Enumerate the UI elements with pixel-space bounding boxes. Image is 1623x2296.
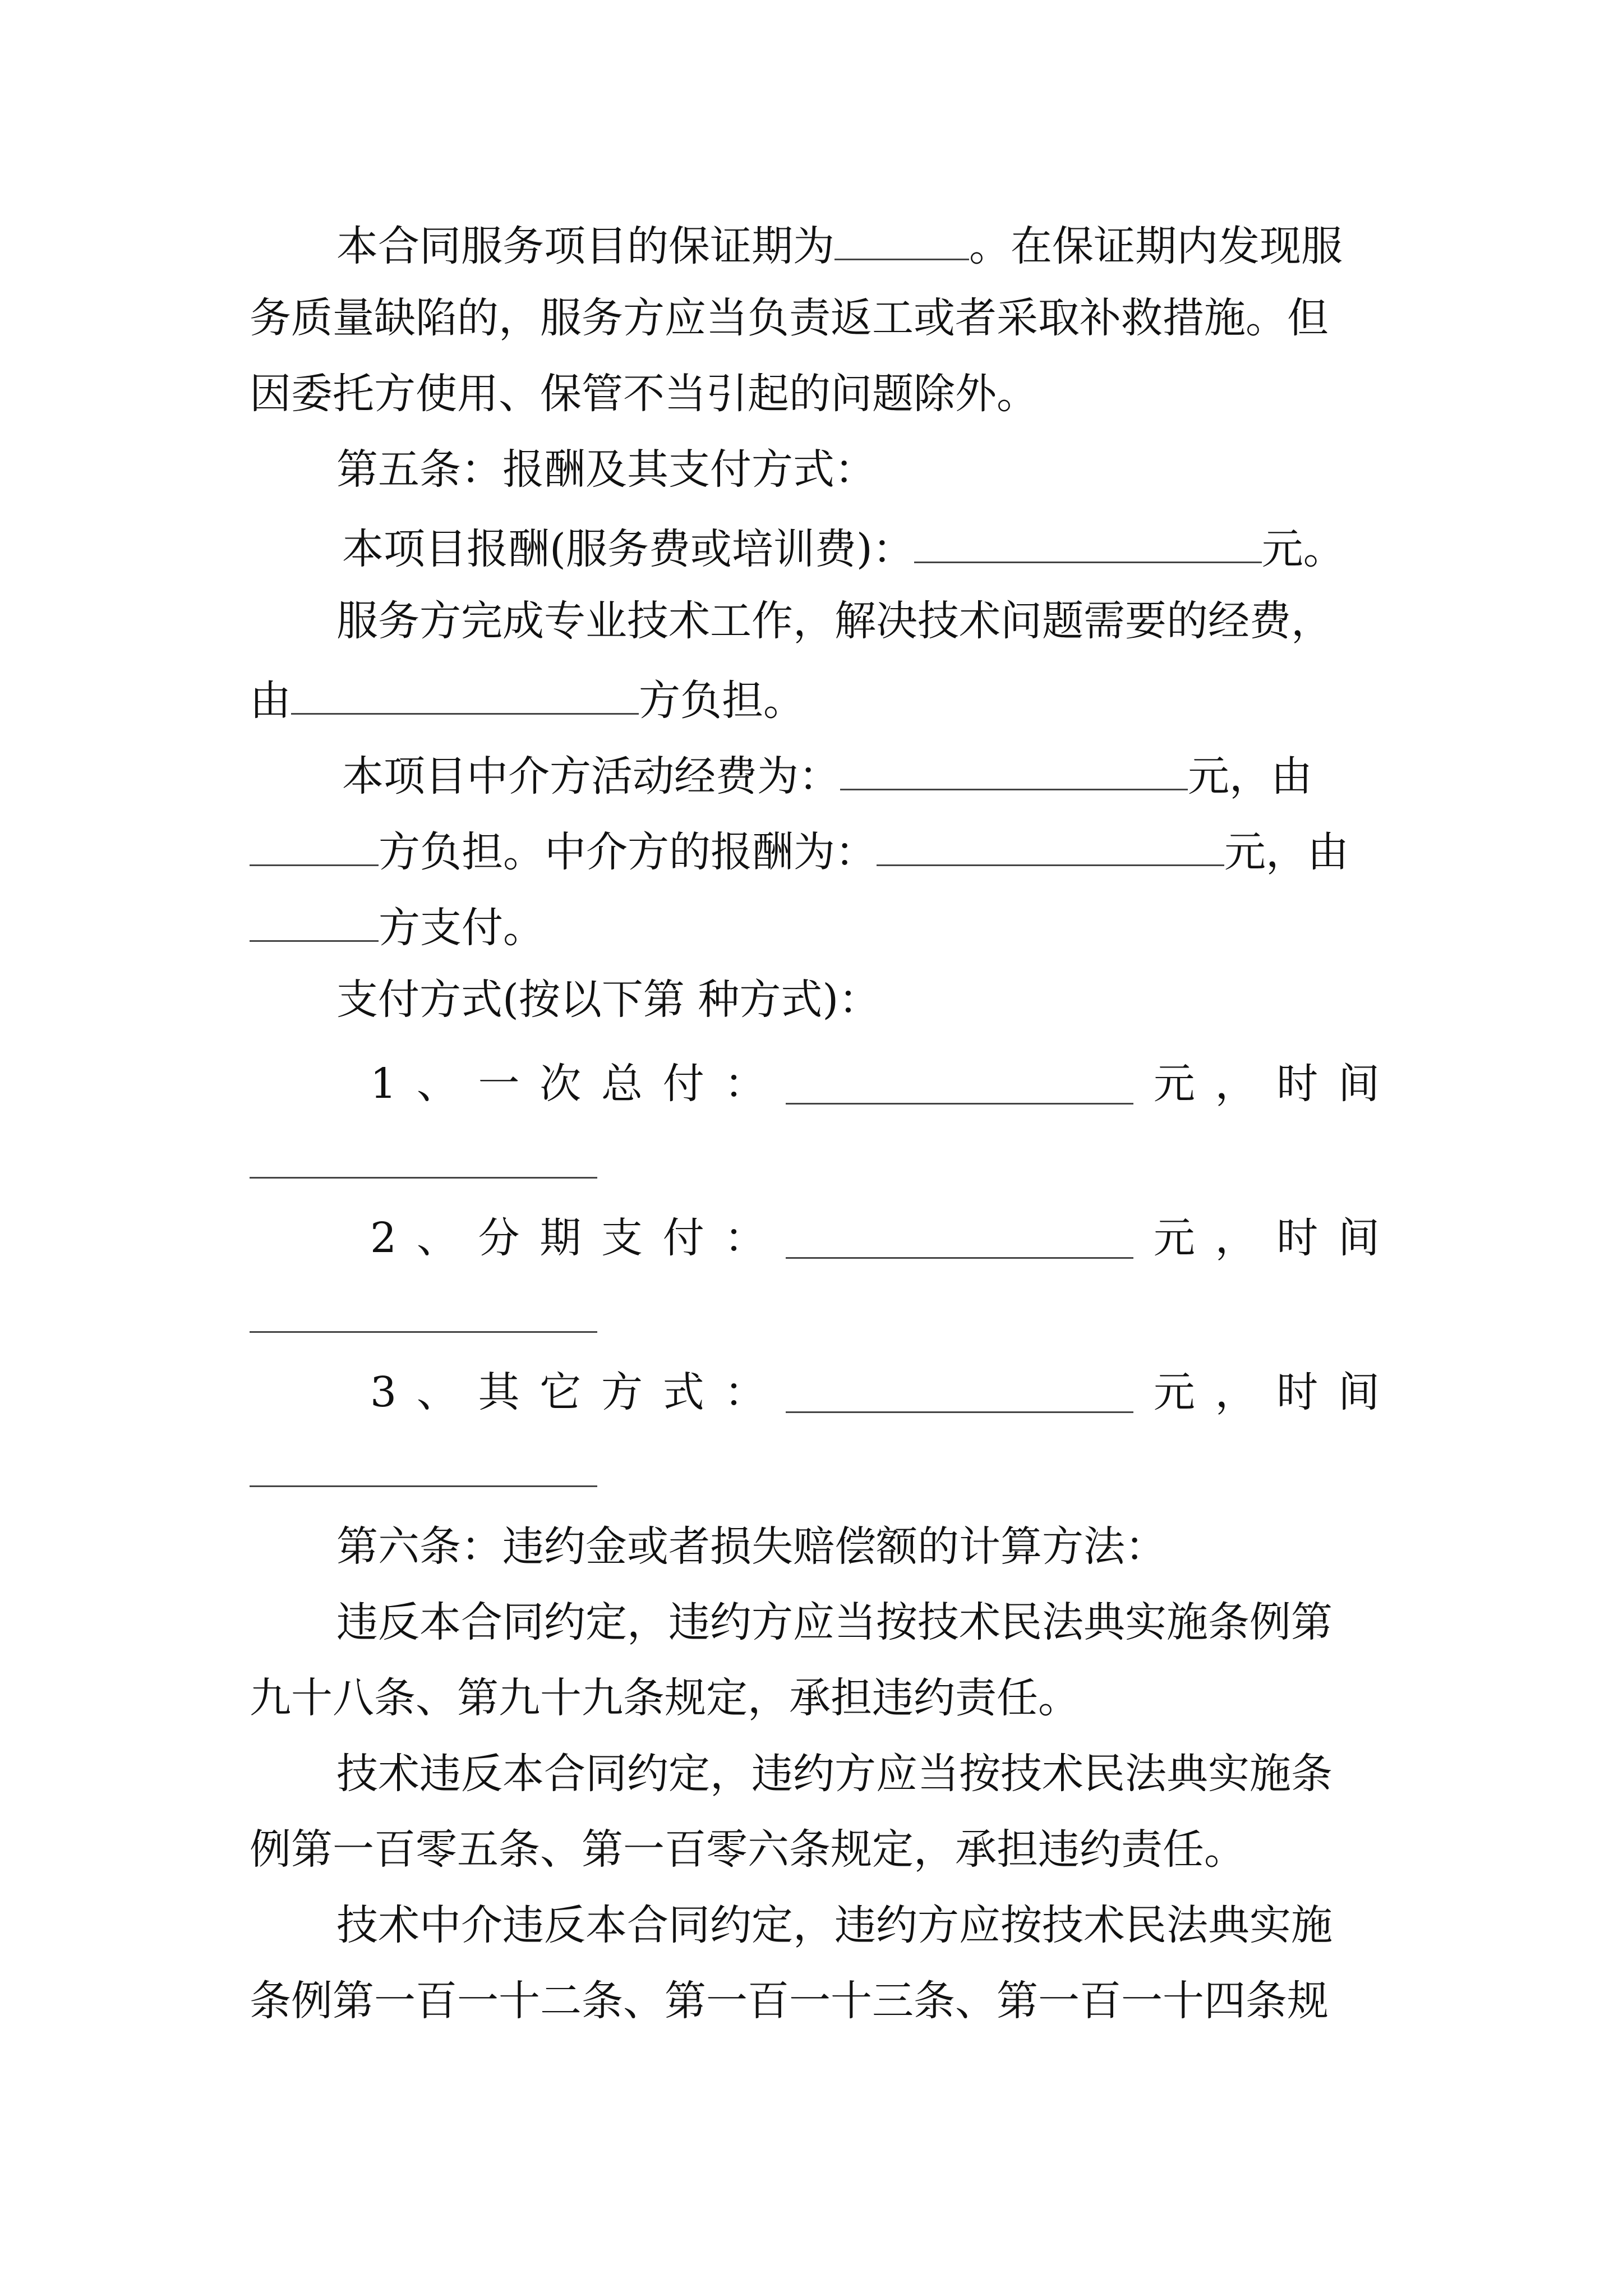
intermediary-fee-unit: 元，由	[1224, 828, 1349, 876]
option-1-amount-blank[interactable]	[786, 1066, 1133, 1105]
warranty-text-b: 。在保证期内发现服	[969, 222, 1343, 270]
option-2-char: 分	[478, 1214, 520, 1262]
fee-line	[342, 524, 1345, 573]
option-1-char: 次	[540, 1060, 582, 1108]
fee-label: 本项目报酬(服务费或培训费)：	[342, 525, 914, 573]
intermediary-fee-label: 方负担。中介方的报酬为：	[379, 828, 877, 876]
option-3-time-blank[interactable]	[250, 1485, 597, 1487]
option-3-char: 间	[1338, 1368, 1380, 1416]
option-3-sep: 、	[416, 1368, 458, 1416]
option-1-sep: 、	[416, 1060, 458, 1108]
art6-para2-line2: 例第一百零五条、第一百零六条规定，承担违约责任。	[250, 1825, 1246, 1874]
option-1-colon: ：	[724, 1060, 766, 1108]
intermediary-cost-unit: 元，由	[1188, 752, 1312, 800]
warranty-line-3: 因委托方使用、保管不当引起的问题除外。	[250, 370, 1038, 418]
option-1-char: 间	[1338, 1060, 1380, 1108]
intermediary-fee-party-blank[interactable]	[250, 903, 379, 942]
intermediary-cost-blank[interactable]	[840, 752, 1188, 790]
cost-line-1: 服务方完成专业技术工作，解决技术问题需要的经费，	[336, 597, 1332, 645]
option-2-char: 时	[1276, 1214, 1318, 1262]
option-1-comma: ，	[1215, 1060, 1257, 1108]
option-2-comma: ，	[1215, 1214, 1257, 1262]
intermediary-line-3	[250, 903, 545, 952]
option-3-colon: ：	[724, 1368, 766, 1416]
warranty-line-1	[336, 222, 1343, 270]
art6-para2-line1: 技术违反本合同约定，违约方应当按技术民法典实施条	[336, 1750, 1332, 1798]
intermediary-line-2	[250, 827, 1349, 876]
option-2-amount-blank[interactable]	[786, 1220, 1133, 1259]
option-2-colon: ：	[724, 1214, 766, 1262]
cost-line-2	[250, 676, 805, 725]
payment-method-title: 支付方式(按以下第 种方式)：	[336, 976, 880, 1024]
intermediary-pay-label: 方支付。	[379, 904, 545, 952]
art6-para1-line1: 违反本合同约定，违约方应当按技术民法典实施条例第	[336, 1598, 1332, 1646]
art6-para3-line1: 技术中介违反本合同约定，违约方应按技术民法典实施	[336, 1901, 1332, 1949]
option-3-char: 它	[540, 1368, 582, 1416]
option-3-char: 时	[1276, 1368, 1318, 1416]
cost-by-label: 由	[250, 677, 291, 725]
option-2-unit: 元	[1153, 1214, 1195, 1262]
option-1-unit: 元	[1153, 1060, 1195, 1108]
cost-party-blank[interactable]	[291, 676, 639, 715]
option-2-char: 付	[662, 1214, 704, 1262]
option-3-comma: ，	[1215, 1368, 1257, 1416]
option-1-char: 付	[662, 1060, 704, 1108]
warranty-line-2: 务质量缺陷的，服务方应当负责返工或者采取补救措施。但	[250, 294, 1329, 342]
option-3-amount-blank[interactable]	[786, 1374, 1133, 1413]
intermediary-line-1	[342, 752, 1312, 800]
fee-unit: 元。	[1261, 525, 1345, 573]
option-3-char: 式	[662, 1368, 704, 1416]
fee-amount-blank[interactable]	[914, 524, 1262, 563]
option-3-char: 方	[601, 1368, 643, 1416]
option-1-num: 1	[370, 1060, 397, 1108]
option-1-char: 时	[1276, 1060, 1318, 1108]
option-2-char: 支	[601, 1214, 643, 1262]
option-1-char: 总	[601, 1060, 643, 1108]
intermediary-cost-label: 本项目中介方活动经费为：	[342, 752, 840, 800]
option-2-char: 期	[540, 1214, 582, 1262]
intermediary-fee-blank[interactable]	[877, 827, 1224, 866]
art6-para3-line2: 条例第一百一十二条、第一百一十三条、第一百一十四条规	[250, 1977, 1329, 2025]
option-1-time-blank[interactable]	[250, 1177, 597, 1179]
payment-option-1	[370, 1060, 1380, 1108]
option-3-num: 3	[370, 1368, 397, 1416]
option-3-unit: 元	[1153, 1368, 1195, 1416]
option-2-time-blank[interactable]	[250, 1331, 597, 1333]
option-2-char: 间	[1338, 1214, 1380, 1262]
warranty-text-a: 本合同服务项目的保证期为	[336, 222, 834, 270]
art6-para1-line2: 九十八条、第九十九条规定，承担违约责任。	[250, 1674, 1080, 1722]
option-2-num: 2	[370, 1214, 397, 1262]
option-1-char: 一	[478, 1060, 520, 1108]
option-2-sep: 、	[416, 1214, 458, 1262]
article-6-title: 第六条：违约金或者损失赔偿额的计算方法：	[336, 1522, 1166, 1571]
intermediary-cost-party-blank[interactable]	[250, 827, 379, 866]
article-5-title: 第五条：报酬及其支付方式：	[336, 445, 876, 494]
warranty-period-blank[interactable]	[834, 222, 969, 260]
option-3-char: 其	[478, 1368, 520, 1416]
payment-option-2	[370, 1214, 1380, 1262]
cost-bear-label: 方负担。	[639, 677, 805, 725]
payment-option-3	[370, 1368, 1380, 1416]
